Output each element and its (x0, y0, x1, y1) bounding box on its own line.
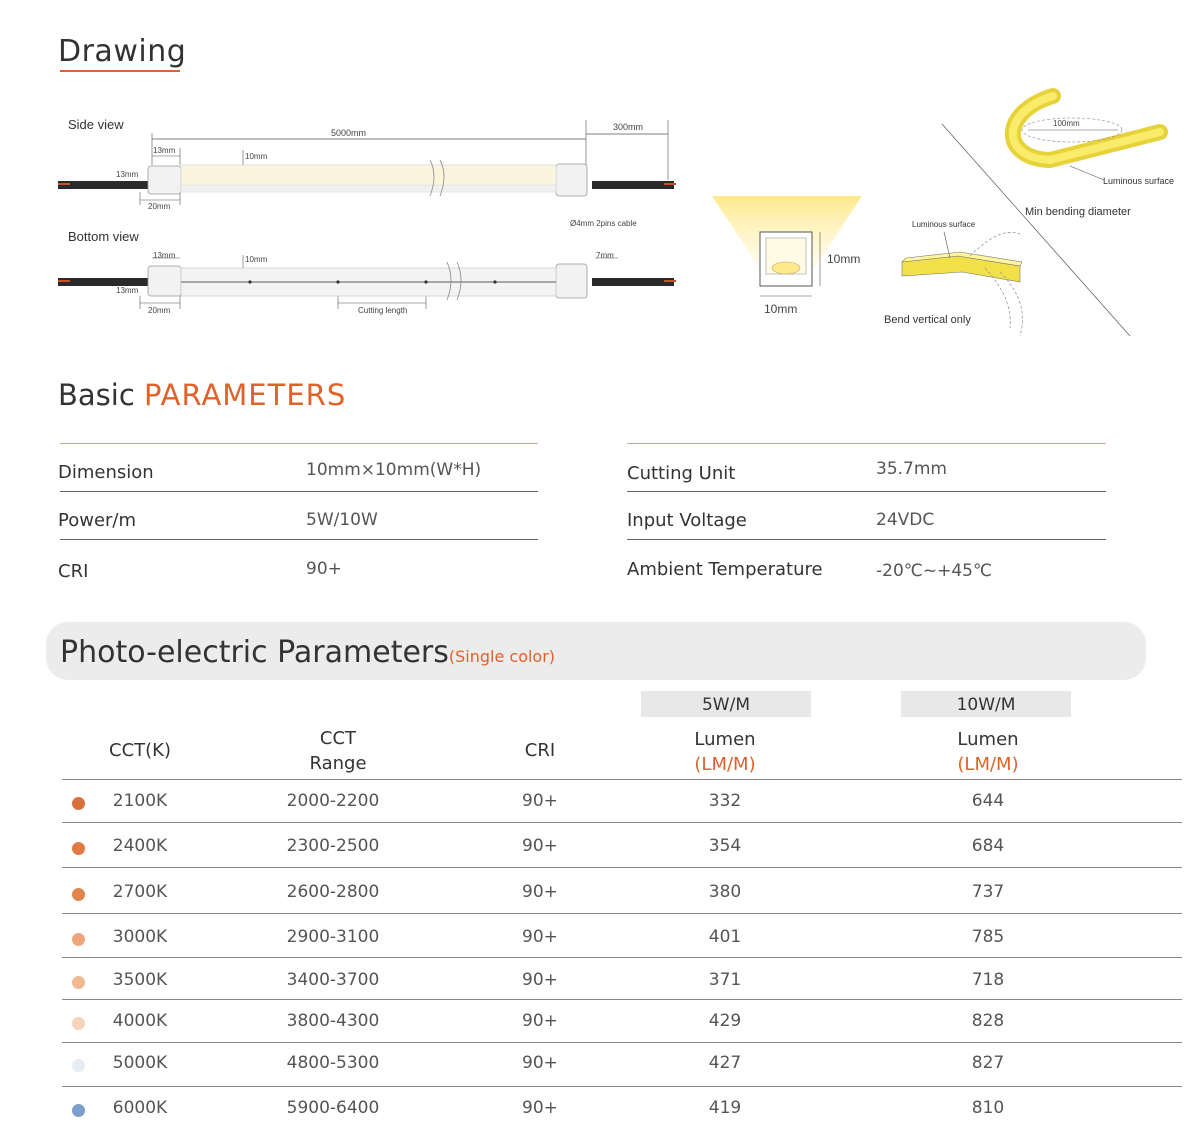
dim-cross-section-width: 10mm (764, 302, 798, 316)
cell-lumen-10w: 737 (971, 882, 1005, 902)
basic-title-plain: Basic (58, 378, 135, 412)
col-header-lumen-10w-unit: (LM/M) (957, 754, 1019, 775)
dim-cutting-length: Cutting length (358, 306, 408, 315)
table-row-rule (62, 957, 1182, 958)
cell-cct: 4000K (112, 1011, 168, 1031)
anno-min-bending: Min bending diameter (1025, 206, 1131, 218)
cell-cct: 6000K (112, 1098, 168, 1118)
cell-lumen-10w: 785 (971, 927, 1005, 947)
table-header-rule (62, 779, 1182, 780)
cell-cct: 2400K (112, 836, 168, 856)
cct-color-swatch (72, 933, 85, 946)
bottom-view-drawing (58, 255, 676, 309)
cell-lumen-5w: 371 (708, 970, 742, 990)
basic-left-rule-1 (60, 491, 538, 492)
anno-bend-vertical: Bend vertical only (884, 314, 971, 326)
cell-lumen-5w: 419 (708, 1098, 742, 1118)
side-view-label: Side view (68, 117, 124, 132)
dim-end-width-bottom: 13mm (153, 251, 176, 260)
cct-color-swatch (72, 797, 85, 810)
col-header-cri: CRI (524, 740, 556, 761)
dim-end-height-side: 13mm (116, 170, 139, 179)
bottom-view-label: Bottom view (68, 229, 139, 244)
cell-cri: 90+ (522, 1011, 558, 1031)
cct-color-swatch (72, 888, 85, 901)
cell-lumen-5w: 380 (708, 882, 742, 902)
dim-cable: 300mm (613, 122, 644, 132)
param-input-voltage-label: Input Voltage (627, 510, 747, 531)
anno-luminous-surface-bottom: Luminous surface (912, 220, 976, 229)
cell-cri: 90+ (522, 882, 558, 902)
param-power-value: 5W/10W (306, 510, 378, 530)
photo-title-main: Photo-electric Parameters (60, 635, 449, 670)
cell-lumen-10w: 827 (971, 1053, 1005, 1073)
cell-cri: 90+ (522, 836, 558, 856)
table-row-rule (62, 1086, 1182, 1087)
param-cri-label: CRI (58, 561, 89, 582)
cct-color-swatch (72, 842, 85, 855)
table-row-rule (62, 1042, 1182, 1043)
cell-cct-range: 2900-3100 (286, 927, 380, 947)
dim-length: 5000mm (331, 128, 367, 138)
col-header-cct: CCT(K) (109, 740, 171, 761)
cell-lumen-10w: 644 (971, 791, 1005, 811)
basic-parameters-title (58, 378, 346, 412)
table-row-rule (62, 913, 1182, 914)
table-row-rule (62, 867, 1182, 868)
dim-end-length-bottom: 20mm (148, 306, 171, 315)
cell-lumen-5w: 427 (708, 1053, 742, 1073)
group-10w-header: 10W/M (901, 691, 1071, 717)
dim-width-side: 10mm (245, 152, 268, 161)
cell-cct: 2100K (112, 791, 168, 811)
basic-right-rule-1 (627, 491, 1106, 492)
cross-section-drawing (712, 196, 862, 296)
dim-cable-note: Ø4mm 2pins cable (570, 219, 637, 228)
cct-color-swatch (72, 1017, 85, 1030)
cell-cct: 3000K (112, 927, 168, 947)
cct-color-swatch (72, 976, 85, 989)
drawing-title: Drawing (58, 34, 187, 69)
param-ambient-temp-label: Ambient Temperature (627, 559, 823, 580)
group-5w-header: 5W/M (641, 691, 811, 717)
cell-cct-range: 3800-4300 (286, 1011, 380, 1031)
basic-left-rule-2 (60, 539, 538, 540)
cell-lumen-10w: 684 (971, 836, 1005, 856)
param-power-label: Power/m (58, 510, 137, 531)
col-header-lumen-10w (928, 727, 1048, 777)
cell-cri: 90+ (522, 791, 558, 811)
cell-lumen-10w: 828 (971, 1011, 1005, 1031)
technical-drawing (0, 0, 1200, 360)
param-cutting-unit-value: 35.7mm (876, 459, 947, 479)
dim-cut-pin: 7mm (596, 251, 614, 260)
cell-cct-range: 2300-2500 (286, 836, 380, 856)
basic-right-rule-2 (627, 539, 1106, 540)
cell-lumen-5w: 354 (708, 836, 742, 856)
dim-cross-section-height: 10mm (827, 252, 861, 266)
param-cri-value: 90+ (306, 559, 342, 579)
col-header-lumen-10w-label: Lumen (957, 729, 1019, 750)
cell-cri: 90+ (522, 927, 558, 947)
col-header-range (288, 726, 388, 776)
basic-right-top-rule (627, 443, 1106, 444)
dim-end-height-bottom: 13mm (116, 286, 139, 295)
cell-lumen-5w: 332 (708, 791, 742, 811)
cct-color-swatch (72, 1104, 85, 1117)
param-dimension-label: Dimension (58, 462, 154, 483)
cell-lumen-5w: 401 (708, 927, 742, 947)
cell-lumen-10w: 718 (971, 970, 1005, 990)
cct-color-swatch (72, 1059, 85, 1072)
dim-bend-diameter: 100mm (1053, 119, 1080, 128)
col-header-lumen-5w-label: Lumen (694, 729, 756, 750)
cell-cri: 90+ (522, 1098, 558, 1118)
basic-title-accent: PARAMETERS (144, 378, 347, 412)
col-header-lumen-5w (665, 727, 785, 777)
cell-cct-range: 2000-2200 (286, 791, 380, 811)
photo-title-sub: (Single color) (448, 647, 556, 666)
cell-lumen-10w: 810 (971, 1098, 1005, 1118)
side-view-drawing (58, 120, 676, 205)
cell-cri: 90+ (522, 970, 558, 990)
table-row-rule (62, 822, 1182, 823)
cell-cct-range: 5900-6400 (286, 1098, 380, 1118)
dim-end-length-side: 20mm (148, 202, 171, 211)
col-header-range-line2: Range (309, 753, 367, 774)
cell-lumen-5w: 429 (708, 1011, 742, 1031)
cell-cct: 2700K (112, 882, 168, 902)
col-header-range-line1: CCT (319, 728, 357, 749)
cell-cct-range: 3400-3700 (286, 970, 380, 990)
cell-cct-range: 4800-5300 (286, 1053, 380, 1073)
col-header-lumen-5w-unit: (LM/M) (694, 754, 756, 775)
param-cutting-unit-label: Cutting Unit (627, 463, 736, 484)
anno-luminous-surface-top: Luminous surface (1103, 176, 1175, 186)
basic-left-top-rule (60, 443, 538, 444)
cell-cct: 3500K (112, 970, 168, 990)
cell-cct-range: 2600-2800 (286, 882, 380, 902)
param-ambient-temp-value: -20℃~+45℃ (876, 561, 993, 581)
cell-cct: 5000K (112, 1053, 168, 1073)
cell-cri: 90+ (522, 1053, 558, 1073)
param-input-voltage-value: 24VDC (876, 510, 935, 530)
photo-electric-title (60, 635, 555, 670)
param-dimension-value: 10mm×10mm(W*H) (306, 460, 482, 480)
dim-width-bottom: 10mm (245, 255, 268, 264)
dim-end-width-side: 13mm (153, 146, 176, 155)
table-row-rule (62, 999, 1182, 1000)
